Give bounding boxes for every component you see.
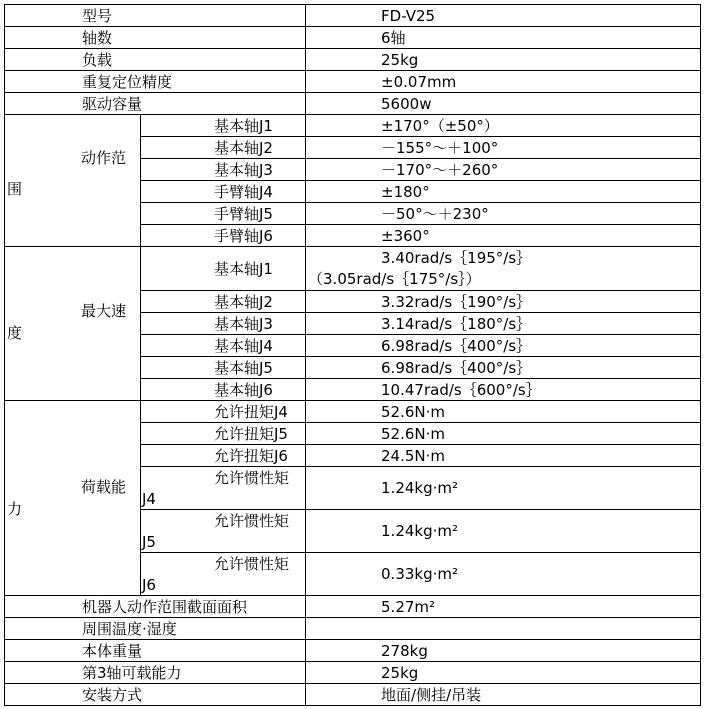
row-value: 5.27m² xyxy=(306,596,701,618)
table-row xyxy=(5,27,701,49)
row-value: 25kg xyxy=(306,662,701,684)
table-row xyxy=(5,49,701,71)
table-row xyxy=(5,662,701,684)
axis-label: 允许扭矩J5 xyxy=(141,423,306,445)
row-value: ±0.07mm xyxy=(306,71,701,93)
axis-value: －50°～＋230° xyxy=(306,203,701,225)
range-edge-label: 围 xyxy=(7,180,23,198)
axis-label: 基本轴J1 xyxy=(141,247,306,291)
row-label: 负载 xyxy=(5,49,306,71)
axis-value: 10.47rad/s｛600°/s｝ xyxy=(306,379,701,401)
table-row xyxy=(5,596,701,618)
row-value: 5600w xyxy=(306,93,701,115)
axis-label xyxy=(141,467,306,510)
row-label: 机器人动作范围截面面积 xyxy=(5,596,306,618)
axis-value: ±180° xyxy=(306,181,701,203)
axis-value: 52.6N·m xyxy=(306,423,701,445)
row-label: 本体重量 xyxy=(5,640,306,662)
axis-value: 6.98rad/s｛400°/s｝ xyxy=(306,335,701,357)
axis-label-top: 允许惯性矩 xyxy=(214,512,290,530)
table-row xyxy=(5,93,701,115)
row-value: 6轴 xyxy=(306,27,701,49)
axis-value: ±360° xyxy=(306,225,701,247)
axis-label: 手臂轴J4 xyxy=(141,181,306,203)
row-value: FD-V25 xyxy=(306,5,701,27)
row-label: 安装方式 xyxy=(5,684,306,706)
speed-edge-label: 度 xyxy=(7,324,23,342)
axis-value: －155°～＋100° xyxy=(306,137,701,159)
axis-label: 手臂轴J6 xyxy=(141,225,306,247)
table-row xyxy=(5,640,701,662)
range-group-cell xyxy=(5,115,141,247)
spec-table xyxy=(4,4,701,706)
load-group-label: 荷载能 xyxy=(81,478,127,496)
axis-label: 基本轴J4 xyxy=(141,335,306,357)
axis-label: 允许扭矩J6 xyxy=(141,445,306,467)
axis-label: 基本轴J5 xyxy=(141,357,306,379)
axis-label: 基本轴J2 xyxy=(141,291,306,313)
axis-value: 24.5N·m xyxy=(306,445,701,467)
speed-group-cell xyxy=(5,247,141,401)
axis-label: 基本轴J2 xyxy=(141,137,306,159)
axis-label: 手臂轴J5 xyxy=(141,203,306,225)
load-edge-label: 力 xyxy=(7,500,23,518)
table-row xyxy=(5,247,701,291)
row-value: 278kg xyxy=(306,640,701,662)
axis-label-bottom: J4 xyxy=(142,490,156,508)
row-label: 周围温度·湿度 xyxy=(5,618,306,640)
table-row xyxy=(5,71,701,93)
table-row xyxy=(5,115,701,137)
table-row xyxy=(5,618,701,640)
axis-value: 1.24kg·m² xyxy=(306,510,701,553)
row-value: 地面/侧挂/吊装 xyxy=(306,684,701,706)
axis-label: 允许扭矩J4 xyxy=(141,401,306,423)
axis-label xyxy=(141,510,306,553)
axis-value-line: 3.40rad/s｛195°/s｝ xyxy=(381,249,532,267)
load-group-cell xyxy=(5,401,141,596)
axis-value: 3.32rad/s｛190°/s｝ xyxy=(306,291,701,313)
row-label: 型号 xyxy=(5,5,306,27)
range-group-label: 动作范 xyxy=(81,149,127,167)
axis-value xyxy=(306,247,701,291)
table-row xyxy=(5,684,701,706)
axis-label: 基本轴J6 xyxy=(141,379,306,401)
axis-label-bottom: J5 xyxy=(142,533,156,551)
row-label: 轴数 xyxy=(5,27,306,49)
axis-label: 基本轴J3 xyxy=(141,313,306,335)
axis-label-bottom: J6 xyxy=(142,576,156,594)
table-row xyxy=(5,401,701,423)
row-value: 25kg xyxy=(306,49,701,71)
row-value xyxy=(306,618,701,640)
axis-value: 0.33kg·m² xyxy=(306,553,701,596)
axis-label xyxy=(141,553,306,596)
axis-label-top: 允许惯性矩 xyxy=(214,469,290,487)
row-label: 第3轴可载能力 xyxy=(5,662,306,684)
axis-value: 6.98rad/s｛400°/s｝ xyxy=(306,357,701,379)
axis-value-line: （3.05rad/s｛175°/s｝） xyxy=(308,270,481,288)
axis-value: 3.14rad/s｛180°/s｝ xyxy=(306,313,701,335)
speed-group-label: 最大速 xyxy=(81,302,127,320)
axis-value: 1.24kg·m² xyxy=(306,467,701,510)
row-label: 驱动容量 xyxy=(5,93,306,115)
axis-value: 52.6N·m xyxy=(306,401,701,423)
axis-value: －170°～＋260° xyxy=(306,159,701,181)
axis-label: 基本轴J1 xyxy=(141,115,306,137)
axis-label-top: 允许惯性矩 xyxy=(214,555,290,573)
table-row xyxy=(5,5,701,27)
row-label: 重复定位精度 xyxy=(5,71,306,93)
axis-value: ±170°（±50°） xyxy=(306,115,701,137)
axis-label: 基本轴J3 xyxy=(141,159,306,181)
